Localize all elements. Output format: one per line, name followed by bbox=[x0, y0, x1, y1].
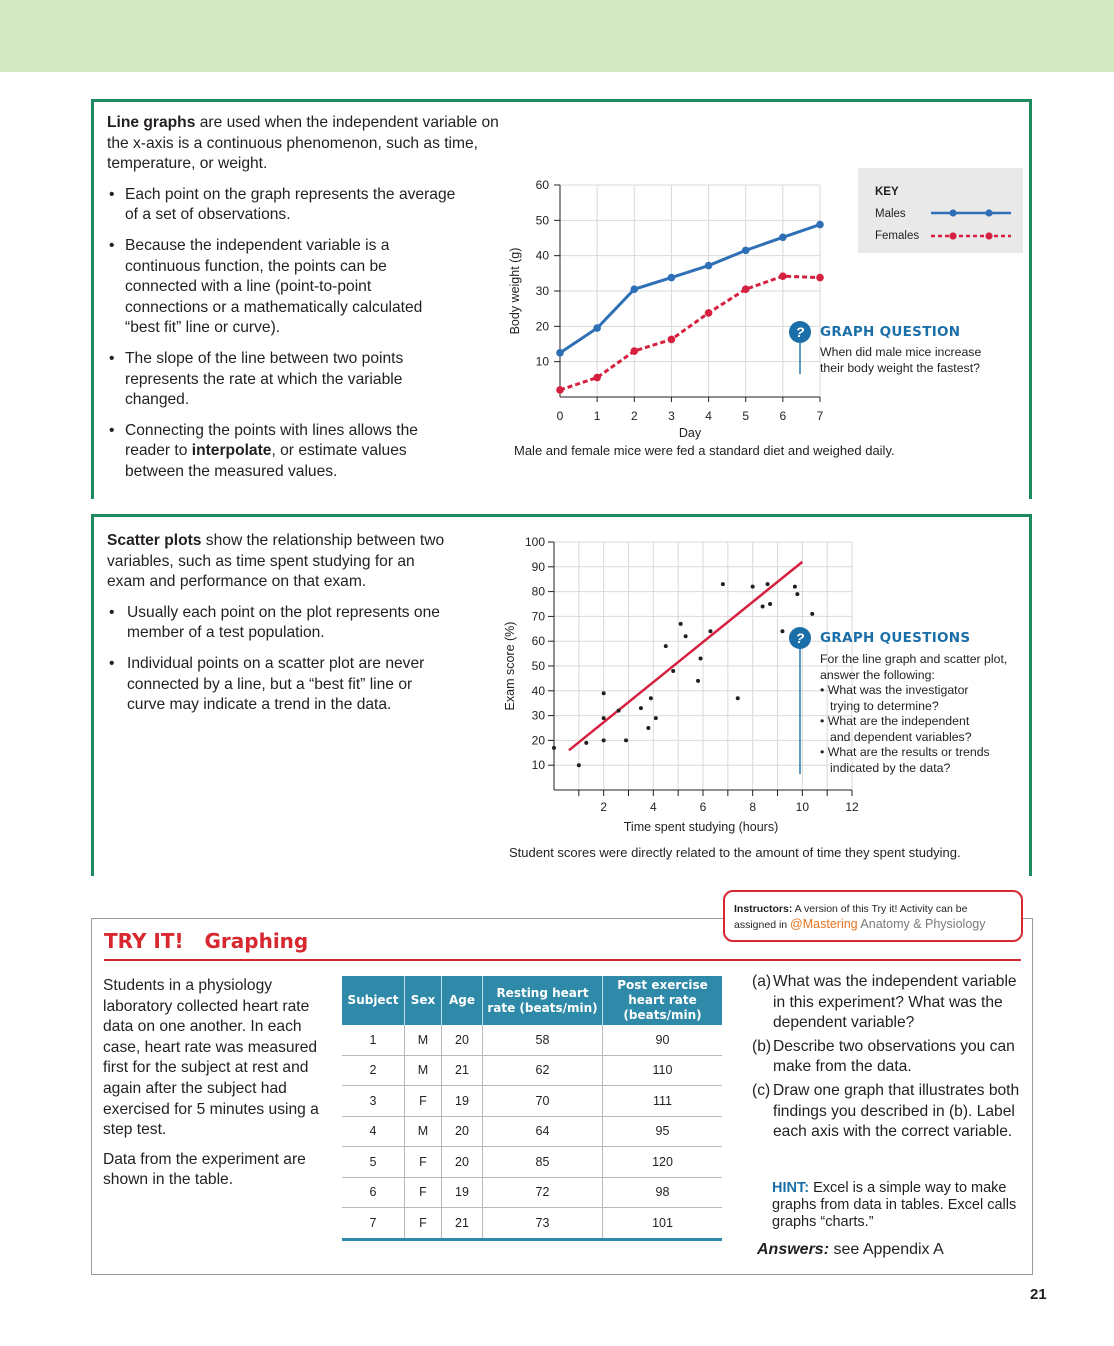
table-cell: F bbox=[405, 1147, 442, 1178]
table-cell: 64 bbox=[483, 1116, 603, 1147]
data-point bbox=[793, 585, 797, 589]
data-point-males bbox=[705, 262, 713, 270]
y-tick-label: 30 bbox=[531, 708, 545, 723]
y-tick-label: 10 bbox=[531, 758, 545, 773]
table-cell: 20 bbox=[442, 1116, 483, 1147]
mastering-logo: @Mastering bbox=[790, 917, 858, 931]
table-cell: 6 bbox=[342, 1177, 405, 1208]
table-cell: 70 bbox=[483, 1086, 603, 1117]
y-tick-label: 20 bbox=[535, 319, 549, 334]
table-cell: 20 bbox=[442, 1025, 483, 1055]
data-point-females bbox=[593, 374, 601, 382]
table-cell: 101 bbox=[603, 1208, 723, 1240]
question-a: (a) What was the independent variable in this experiment? What was the dependent variable? bbox=[752, 973, 1017, 1032]
y-tick-label: 10 bbox=[535, 354, 549, 369]
data-point bbox=[721, 582, 725, 586]
data-point bbox=[679, 622, 683, 626]
series-line-males bbox=[560, 225, 820, 353]
table-cell: 19 bbox=[442, 1086, 483, 1117]
table-cell: 85 bbox=[483, 1147, 603, 1178]
try-it-questions bbox=[752, 972, 1022, 1146]
data-point bbox=[664, 644, 668, 648]
y-tick-label: 60 bbox=[531, 634, 545, 649]
graph-question-title: GRAPH QUESTION bbox=[820, 324, 961, 340]
table-cell: 120 bbox=[603, 1147, 723, 1178]
x-tick-label: 1 bbox=[593, 409, 601, 423]
data-point bbox=[699, 657, 703, 661]
y-tick-label: 30 bbox=[535, 284, 549, 298]
table-cell: 3 bbox=[342, 1086, 405, 1117]
data-point-females bbox=[556, 386, 564, 394]
table-cell: 21 bbox=[442, 1055, 483, 1086]
data-point-females bbox=[779, 272, 787, 280]
key-label-males: Males bbox=[875, 208, 906, 220]
try-it-description: Students in a physiology laboratory collected heart rate data on one another. In each case, heart rate was measured first for the subject at rest and again after the subject had exercised for 5 minutes using a step test. Data from the experiment are shown in the table. bbox=[103, 977, 319, 1189]
x-tick-label: 10 bbox=[795, 800, 810, 814]
table-cell: F bbox=[405, 1086, 442, 1117]
data-point bbox=[649, 696, 653, 700]
y-tick-label: 100 bbox=[524, 535, 545, 549]
graph-question bbox=[788, 320, 1018, 390]
data-point bbox=[795, 592, 799, 596]
table-cell: 4 bbox=[342, 1116, 405, 1147]
table-row bbox=[342, 1025, 722, 1055]
series-line-females bbox=[560, 276, 820, 390]
table-cell: 21 bbox=[442, 1208, 483, 1240]
data-point-females bbox=[630, 347, 638, 355]
svg-text:?: ? bbox=[795, 630, 805, 646]
data-point-males bbox=[742, 247, 750, 255]
table-row bbox=[342, 1147, 722, 1178]
table-cell: 95 bbox=[603, 1116, 723, 1147]
line-chart bbox=[500, 170, 840, 440]
data-point bbox=[766, 582, 770, 586]
table-row bbox=[342, 1177, 722, 1208]
scatter-chart-caption: Student scores were directly related to the amount of time they spent studying. bbox=[509, 845, 961, 860]
graph-questions-title: GRAPH QUESTIONS bbox=[820, 630, 971, 646]
table-cell: 62 bbox=[483, 1055, 603, 1086]
y-axis-label: Body weight (g) bbox=[508, 247, 522, 335]
table-cell: 98 bbox=[603, 1177, 723, 1208]
data-point-females bbox=[668, 336, 676, 344]
y-tick-label: 20 bbox=[531, 733, 545, 748]
table-cell: 72 bbox=[483, 1177, 603, 1208]
table-cell: 73 bbox=[483, 1208, 603, 1240]
table-cell: 58 bbox=[483, 1025, 603, 1055]
line-chart-caption: Male and female mice were fed a standard diet and weighed daily. bbox=[514, 443, 895, 458]
table-row bbox=[342, 1086, 722, 1117]
scatter-intro: Scatter plots show the relationship between two variables, such as time spent studying for an exam and performance on that exam. bbox=[107, 532, 445, 591]
graph-questions bbox=[788, 626, 1028, 786]
data-point bbox=[624, 738, 628, 742]
table-cell: 110 bbox=[603, 1055, 723, 1086]
line-bullet-1: • Each point on the graph represents the average of a set of observations. bbox=[107, 185, 457, 226]
key-label-females: Females bbox=[875, 230, 920, 242]
table-cell: 7 bbox=[342, 1208, 405, 1240]
x-axis-label: Day bbox=[678, 426, 702, 440]
table-cell: 1 bbox=[342, 1025, 405, 1055]
data-point bbox=[602, 738, 606, 742]
x-tick-label: 5 bbox=[742, 409, 750, 423]
data-point-males bbox=[668, 274, 676, 282]
data-point-males bbox=[816, 221, 824, 229]
y-tick-label: 50 bbox=[531, 659, 545, 673]
data-point-males bbox=[630, 285, 638, 293]
y-tick-label: 70 bbox=[531, 609, 545, 624]
line-bullet-4: • Connecting the points with lines allows the reader to interpolate, or estimate values between the measured values. bbox=[107, 421, 457, 483]
data-point bbox=[684, 634, 688, 638]
chart-key bbox=[858, 168, 1023, 253]
x-tick-label: 6 bbox=[699, 800, 707, 814]
table-cell: 19 bbox=[442, 1177, 483, 1208]
data-point bbox=[761, 604, 765, 608]
data-point-males bbox=[556, 349, 564, 357]
graph-questions-text: For the line graph and scatter plot, answer the following: • What was the investigator trying to determine? • What are the independent and dependent variables? • What are the results or trends indicated by the data? bbox=[820, 652, 1008, 775]
x-tick-label: 4 bbox=[705, 409, 712, 423]
data-point-females bbox=[705, 309, 713, 317]
heart-rate-table bbox=[342, 976, 722, 1241]
x-axis-label: Time spent studying (hours) bbox=[623, 820, 779, 834]
question-pin-icon bbox=[788, 320, 812, 376]
data-point-males bbox=[593, 324, 601, 332]
table-cell: M bbox=[405, 1055, 442, 1086]
table-header: Post exercise heart rate (beats/min) bbox=[603, 976, 723, 1025]
table-cell: 5 bbox=[342, 1147, 405, 1178]
table-cell: 2 bbox=[342, 1055, 405, 1086]
key-title: KEY bbox=[875, 186, 899, 198]
question-c: (c) Draw one graph that illustrates both findings you described in (b). Label each axis with the correct variable. bbox=[752, 1081, 1020, 1141]
x-tick-label: 2 bbox=[630, 409, 638, 423]
data-point bbox=[708, 629, 712, 633]
y-tick-label: 40 bbox=[531, 683, 545, 698]
hint: HINT: Excel is a simple way to make graphs from data in tables. Excel calls graphs “charts.” bbox=[772, 1180, 1017, 1230]
data-point bbox=[577, 763, 581, 767]
data-point bbox=[617, 709, 621, 713]
data-point bbox=[602, 716, 606, 720]
x-tick-label: 12 bbox=[845, 800, 859, 814]
table-cell: 90 bbox=[603, 1025, 723, 1055]
answers-note: Answers: see Appendix A bbox=[757, 1241, 944, 1258]
scatter-term: Scatter plots bbox=[107, 532, 202, 549]
x-tick-label: 6 bbox=[779, 409, 787, 423]
x-tick-label: 4 bbox=[649, 800, 657, 814]
question-b: (b) Describe two observations you can make from the data. bbox=[752, 1037, 1015, 1076]
data-point-females bbox=[742, 285, 750, 293]
instructors-note: Instructors: A version of this Try it! Activity can be assigned in @Mastering Anatomy & Physiology bbox=[723, 890, 1023, 942]
data-point bbox=[696, 679, 700, 683]
table-row bbox=[342, 1055, 722, 1086]
table-header: Subject bbox=[342, 976, 405, 1025]
data-point bbox=[736, 696, 740, 700]
try-it-rule bbox=[104, 959, 1021, 961]
x-tick-label: 3 bbox=[668, 409, 675, 423]
line-graph-intro: Line graphs are used when the independent variable on the x-axis is a continuous phenomenon, such as time, temperature, or weight. bbox=[107, 114, 499, 173]
try-it-title: TRY IT! Graphing bbox=[104, 929, 309, 953]
table-cell: M bbox=[405, 1116, 442, 1147]
table-cell: M bbox=[405, 1025, 442, 1055]
scatter-bullet-2: • Individual points on a scatter plot are never connected by a line, but a “best fit” line or curve may indicate a trend in the data. bbox=[107, 654, 447, 716]
data-point bbox=[639, 706, 643, 710]
data-point bbox=[552, 746, 556, 750]
table-cell: F bbox=[405, 1177, 442, 1208]
x-tick-label: 8 bbox=[749, 800, 757, 814]
data-point-females bbox=[816, 274, 824, 282]
table-cell: 111 bbox=[603, 1086, 723, 1117]
data-point bbox=[584, 741, 588, 745]
graph-question-text: When did male mice increase their body weight the fastest? bbox=[820, 345, 982, 375]
top-color-band bbox=[0, 0, 1114, 72]
svg-text:?: ? bbox=[795, 324, 805, 340]
data-point-males bbox=[779, 233, 787, 241]
data-point bbox=[646, 726, 650, 730]
x-tick-label: 2 bbox=[600, 800, 608, 814]
data-point bbox=[810, 612, 814, 616]
table-cell: F bbox=[405, 1208, 442, 1240]
y-tick-label: 90 bbox=[531, 559, 545, 574]
table-cell: 20 bbox=[442, 1147, 483, 1178]
scatter-text bbox=[107, 531, 457, 716]
y-axis-label: Exam score (%) bbox=[503, 621, 517, 711]
question-pin-icon bbox=[788, 626, 812, 776]
data-point bbox=[751, 585, 755, 589]
y-tick-label: 80 bbox=[531, 584, 545, 599]
x-tick-label: 7 bbox=[816, 409, 824, 423]
data-point bbox=[671, 669, 675, 673]
table-header: Resting heart rate (beats/min) bbox=[483, 976, 603, 1025]
x-tick-label: 0 bbox=[556, 409, 564, 423]
line-bullet-3: • The slope of the line between two points represents the rate at which the variable changed. bbox=[107, 349, 457, 411]
line-graph-term: Line graphs bbox=[107, 114, 196, 131]
table-header: Sex bbox=[405, 976, 442, 1025]
data-point bbox=[768, 602, 772, 606]
y-tick-label: 50 bbox=[535, 213, 549, 228]
table-row bbox=[342, 1208, 722, 1240]
table-row bbox=[342, 1116, 722, 1147]
key-swatches bbox=[931, 206, 1017, 242]
line-graph-text bbox=[107, 113, 517, 483]
data-point bbox=[654, 716, 658, 720]
scatter-bullet-1: • Usually each point on the plot represents one member of a test population. bbox=[107, 603, 447, 644]
line-bullet-2: • Because the independent variable is a continuous function, the points can be connected with a line (point-to-point connections or a mathematically calculated “best fit” line or curve). bbox=[107, 236, 457, 339]
data-point bbox=[602, 691, 606, 695]
table-header: Age bbox=[442, 976, 483, 1025]
page-number: 21 bbox=[1030, 1286, 1047, 1303]
y-tick-label: 60 bbox=[535, 178, 549, 192]
data-point bbox=[780, 629, 784, 633]
y-tick-label: 40 bbox=[535, 248, 549, 263]
